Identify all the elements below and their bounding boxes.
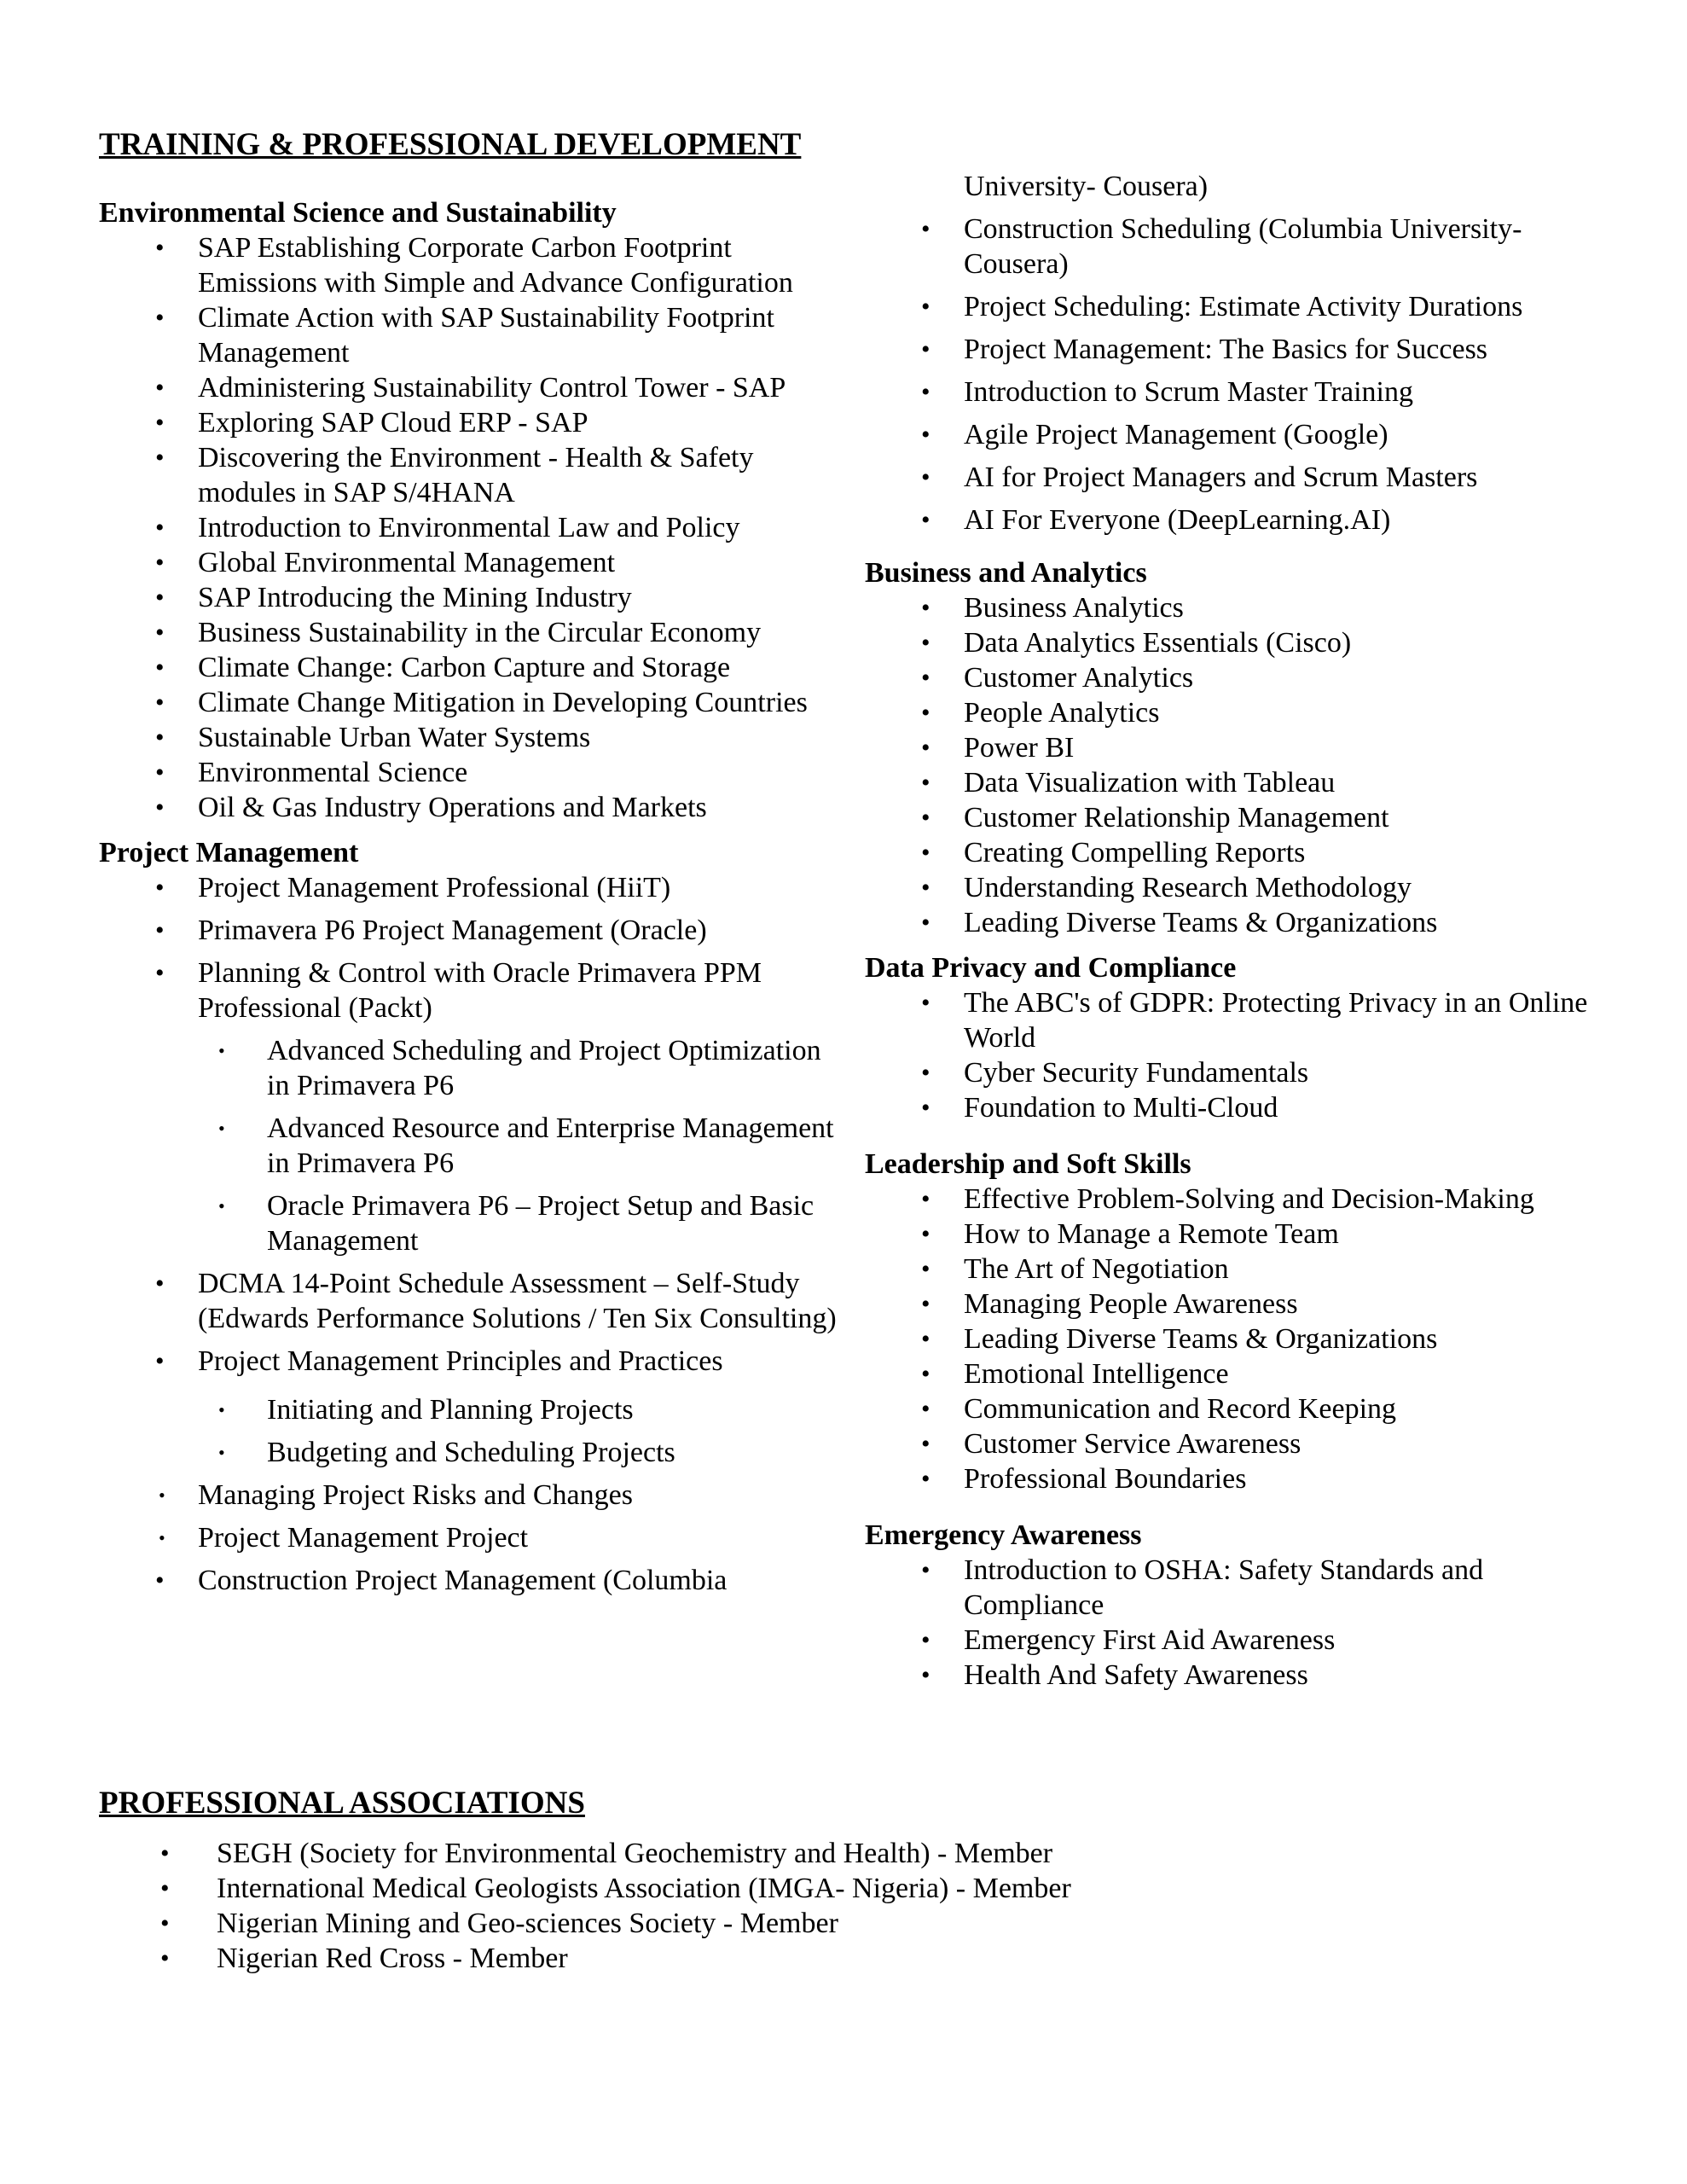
list-item: • Climate Change Mitigation in Developing Countries <box>99 685 841 720</box>
list-item: • Project Management: The Basics for Success <box>865 332 1598 367</box>
list-item: • Business Sustainability in the Circular Economy <box>99 615 841 650</box>
environmental-list <box>99 230 841 825</box>
data-privacy-list <box>865 985 1598 1125</box>
list-item: • SAP Establishing Corporate Carbon Footprint Emissions with Simple and Advance Configuration <box>99 230 841 300</box>
list-item: • The ABC's of GDPR: Protecting Privacy in an Online World <box>865 985 1598 1055</box>
business-analytics-list <box>865 590 1598 940</box>
list-item: • Managing People Awareness <box>865 1287 1598 1321</box>
list-item: • SEGH (Society for Environmental Geochemistry and Health) - Member <box>99 1836 1293 1871</box>
list-item: • Emotional Intelligence <box>865 1356 1598 1391</box>
list-item: • DCMA 14-Point Schedule Assessment – Self-Study (Edwards Performance Solutions / Ten Six Consulting) <box>99 1266 841 1336</box>
project-management-list <box>99 870 841 1598</box>
list-item: • Foundation to Multi-Cloud <box>865 1090 1598 1125</box>
section-title-project-management: Project Management <box>99 837 359 868</box>
sub-list-item: • Budgeting and Scheduling Projects <box>99 1435 841 1470</box>
list-item: • Customer Service Awareness <box>865 1426 1598 1461</box>
list-item: • Introduction to OSHA: Safety Standards and Compliance <box>865 1553 1598 1623</box>
list-item: • Data Visualization with Tableau <box>865 765 1598 800</box>
associations-title: PROFESSIONAL ASSOCIATIONS <box>99 1786 585 1821</box>
sub-list-item: • Advanced Scheduling and Project Optimization in Primavera P6 <box>99 1033 841 1103</box>
page-title: TRAINING & PROFESSIONAL DEVELOPMENT <box>99 127 802 162</box>
list-item: • Global Environmental Management <box>99 545 841 580</box>
list-item: • Business Analytics <box>865 590 1598 625</box>
section-title-leadership: Leadership and Soft Skills <box>865 1148 1191 1180</box>
list-item: • Introduction to Environmental Law and Policy <box>99 510 841 545</box>
list-item: • Administering Sustainability Control Tower - SAP <box>99 370 841 405</box>
list-item: • Data Analytics Essentials (Cisco) <box>865 625 1598 660</box>
list-item: • Nigerian Mining and Geo-sciences Society - Member <box>99 1906 1293 1941</box>
right-column <box>865 169 1598 1693</box>
list-item: • Understanding Research Methodology <box>865 870 1598 905</box>
list-item: • Planning & Control with Oracle Primavera PPM Professional (Packt) <box>99 956 841 1025</box>
emergency-list <box>865 1553 1598 1693</box>
list-item: • Sustainable Urban Water Systems <box>99 720 841 755</box>
list-item: • Communication and Record Keeping <box>865 1391 1598 1426</box>
list-item: • Power BI <box>865 730 1598 765</box>
list-item: • Climate Change: Carbon Capture and Storage <box>99 650 841 685</box>
list-item: • Creating Compelling Reports <box>865 835 1598 870</box>
list-item: • Project Management Professional (HiiT) <box>99 870 841 905</box>
list-item: • Construction Scheduling (Columbia University-Cousera) <box>865 212 1598 282</box>
leadership-list <box>865 1182 1598 1496</box>
list-item: • Health And Safety Awareness <box>865 1658 1598 1693</box>
list-item: • Leading Diverse Teams & Organizations <box>865 1321 1598 1356</box>
project-management-list-continued <box>865 212 1598 537</box>
list-item: • Exploring SAP Cloud ERP - SAP <box>99 405 841 440</box>
list-item: • AI for Project Managers and Scrum Masters <box>865 460 1598 495</box>
list-item: • People Analytics <box>865 695 1598 730</box>
list-item: • Effective Problem-Solving and Decision-Making <box>865 1182 1598 1217</box>
list-item-continuation: University- Cousera) <box>964 171 1209 202</box>
list-item: • Customer Relationship Management <box>865 800 1598 835</box>
list-item: • Project Management Principles and Practices <box>99 1344 841 1379</box>
left-column <box>99 195 841 1606</box>
list-item: • How to Manage a Remote Team <box>865 1217 1598 1252</box>
list-item: • The Art of Negotiation <box>865 1252 1598 1287</box>
sub-list-item: • Oracle Primavera P6 – Project Setup and Basic Management <box>99 1188 841 1258</box>
list-item: • Agile Project Management (Google) <box>865 417 1598 452</box>
sub-list-item: • Initiating and Planning Projects <box>99 1392 841 1427</box>
section-title-business-analytics: Business and Analytics <box>865 557 1147 589</box>
list-item: • SAP Introducing the Mining Industry <box>99 580 841 615</box>
list-item: • Emergency First Aid Awareness <box>865 1623 1598 1658</box>
sub-list-item: • Advanced Resource and Enterprise Management in Primavera P6 <box>99 1111 841 1181</box>
list-item: • AI For Everyone (DeepLearning.AI) <box>865 502 1598 537</box>
list-item: • Environmental Science <box>99 755 841 790</box>
list-item: • Discovering the Environment - Health & Safety modules in SAP S/4HANA <box>99 440 841 510</box>
list-item: • Customer Analytics <box>865 660 1598 695</box>
list-item: • International Medical Geologists Association (IMGA- Nigeria) - Member <box>99 1871 1293 1906</box>
list-item: • Project Scheduling: Estimate Activity Durations <box>865 289 1598 324</box>
associations-list <box>99 1836 1293 1976</box>
list-item: • Oil & Gas Industry Operations and Markets <box>99 790 841 825</box>
list-item: • Professional Boundaries <box>865 1461 1598 1496</box>
list-item: • Managing Project Risks and Changes <box>99 1478 841 1513</box>
section-title-data-privacy: Data Privacy and Compliance <box>865 952 1237 984</box>
list-item: • Cyber Security Fundamentals <box>865 1055 1598 1090</box>
list-item: • Climate Action with SAP Sustainability Footprint Management <box>99 300 841 370</box>
list-item: • Project Management Project <box>99 1520 841 1555</box>
list-item: • Construction Project Management (Columbia <box>99 1563 841 1598</box>
list-item: • Nigerian Red Cross - Member <box>99 1941 1293 1976</box>
section-title-environmental: Environmental Science and Sustainability <box>99 197 617 229</box>
list-item: • Leading Diverse Teams & Organizations <box>865 905 1598 940</box>
section-title-emergency: Emergency Awareness <box>865 1519 1142 1551</box>
list-item: • Primavera P6 Project Management (Oracle) <box>99 913 841 948</box>
list-item: • Introduction to Scrum Master Training <box>865 375 1598 410</box>
